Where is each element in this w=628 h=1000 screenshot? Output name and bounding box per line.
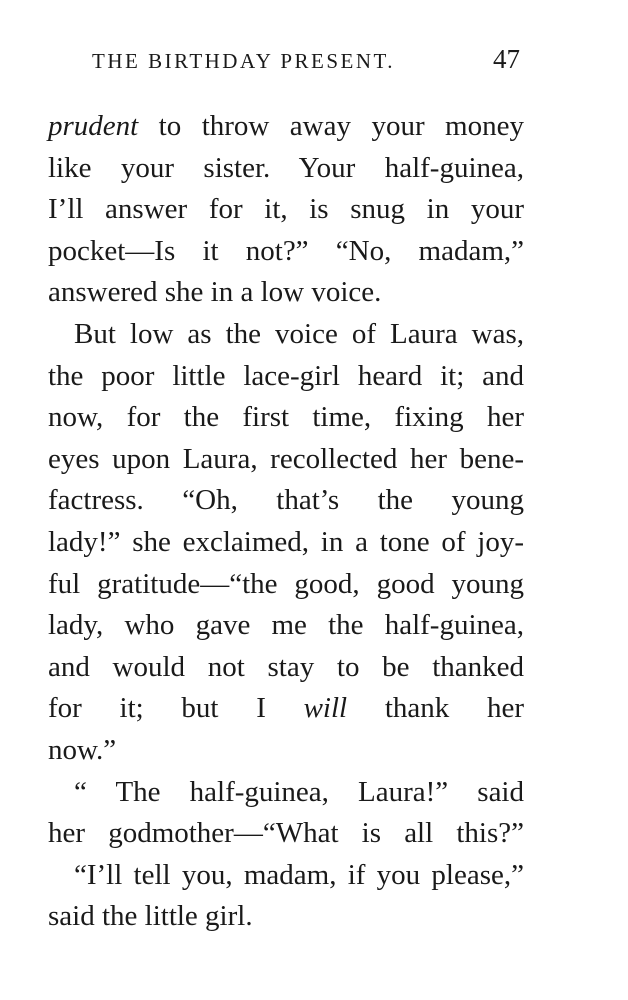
text-line: like your sister. Your half-guinea,: [48, 151, 524, 184]
running-title: THE BIRTHDAY PRESENT.: [92, 49, 396, 73]
emphasis: prudent: [48, 110, 139, 142]
text-line: “ The half-guinea, Laura!” said: [74, 775, 524, 808]
page-header: [92, 44, 520, 80]
text-line: lady!” she exclaimed, in a tone of joy-: [48, 525, 524, 558]
text-line: lady, who gave me the half-guinea,: [48, 609, 524, 642]
text-line: her godmother—“What is all this?”: [48, 817, 524, 850]
emphasis: will: [303, 692, 348, 725]
text-line: for it; but I will thank her: [48, 692, 524, 725]
text-line: “I’ll tell you, madam, if you please,”: [74, 858, 524, 891]
page-number: 47: [493, 44, 520, 74]
text-line: the poor little lace-girl heard it; and: [48, 359, 524, 392]
text-line: answered she in a low voice.: [48, 276, 382, 309]
text-line: ful gratitude—“the good, good young: [48, 567, 524, 600]
text-line: now.”: [48, 733, 117, 766]
text-line: now, for the first time, fixing her: [48, 401, 524, 434]
text-line: and would not stay to be thanked: [48, 650, 524, 683]
text-line: prudent to throw away your money: [48, 110, 524, 142]
body-text: [48, 106, 524, 938]
text-line: said the little girl.: [48, 900, 253, 933]
text-line: pocket—Is it not?” “No, madam,”: [48, 234, 524, 267]
text-line: I’ll answer for it, is snug in your: [48, 193, 524, 226]
text-line: factress. “Oh, that’s the young: [48, 484, 524, 517]
text-line: eyes upon Laura, recollected her bene-: [48, 442, 524, 475]
text-line: But low as the voice of Laura was,: [74, 317, 524, 350]
